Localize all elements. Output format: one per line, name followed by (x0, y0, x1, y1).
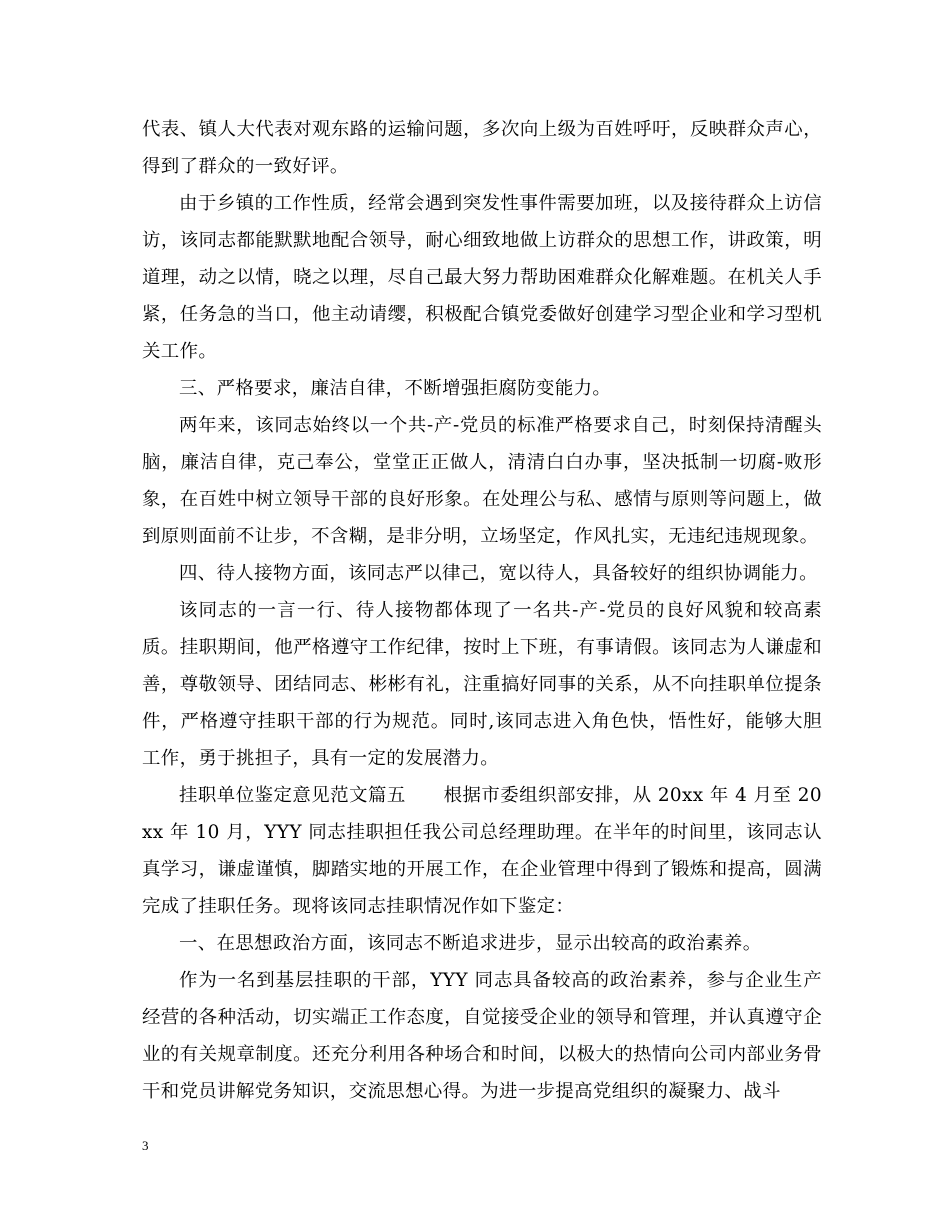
section-heading-4: 四、待人接物方面，该同志严以律己，宽以待人，具备较好的组织协调能力。 (179, 563, 818, 584)
paragraph-2: 由于乡镇的工作性质，经常会遇到突发性事件需要加班，以及接待群众上访信访，该同志都能默默地配合领导，耐心细致地做上访群众的思想工作，讲政策，明道理，动之以情，晓之以理，尽自己最大努力帮助困难群众化解难题。在机关人手紧，任务急的当口，他主动请缨，积极配合镇党委做好创建学习型企业和学习型机关工作。 (142, 193, 822, 362)
paragraph-4: 两年来，该同志始终以一个共-产-党员的标准严格要求自己，时刻保持清醒头脑，廉洁自律，克己奉公，堂堂正正做人，清清白白办事，坚决抵制一切腐-败形象，在百姓中树立领导干部的良好形象。在处理公与私、感情与原则等问题上，做到原则面前不让步，不含糊，是非分明，立场坚定，作风扎实，无违纪违规现象。 (142, 415, 822, 547)
paragraph-9: 作为一名到基层挂职的干部，YYY 同志具备较高的政治素养，参与企业生产经营的各种活动，切实端正工作态度，自觉接受企业的领导和管理，并认真遵守企业的有关规章制度。还充分利用各种场合和时间，以极大的热情向公司内部业务骨干和党员讲解党务知识，交流思想心得。为进一步提高党组织的凝聚力、战斗 (142, 970, 822, 1102)
page-number: 3 (142, 1138, 149, 1153)
document-body (142, 111, 822, 1110)
paragraph-1: 代表、镇人大代表对观东路的运输问题，多次向上级为百姓呼吁，反映群众声心，得到了群众的一致好评。 (142, 119, 822, 177)
paragraph-7: 挂职单位鉴定意见范文篇五 根据市委组织部安排，从 20xx 年 4 月至 20xx 年 10 月，YYY 同志挂职担任我公司总经理助理。在半年的时间里，该同志认真学习，谦虚谨慎，脚踏实地的开展工作，在企业管理中得到了锻炼和提高，圆满完成了挂职任务。现将该同志挂职情况作如下鉴定： (142, 785, 822, 917)
paragraph-6: 该同志的一言一行、待人接物都体现了一名共-产-党员的良好风貌和较高素质。挂职期间，他严格遵守工作纪律，按时上下班，有事请假。该同志为人谦虚和善，尊敬领导、团结同志、彬彬有礼，注重搞好同事的关系，从不向挂职单位提条件，严格遵守挂职干部的行为规范。同时,该同志进入角色快，悟性好，能够大胆工作，勇于挑担子，具有一定的发展潜力。 (142, 600, 822, 769)
section-heading-3: 三、严格要求，廉洁自律，不断增强拒腐防变能力。 (179, 378, 612, 399)
section-heading-1: 一、在思想政治方面，该同志不断追求进步，显示出较高的政治素养。 (179, 933, 762, 954)
